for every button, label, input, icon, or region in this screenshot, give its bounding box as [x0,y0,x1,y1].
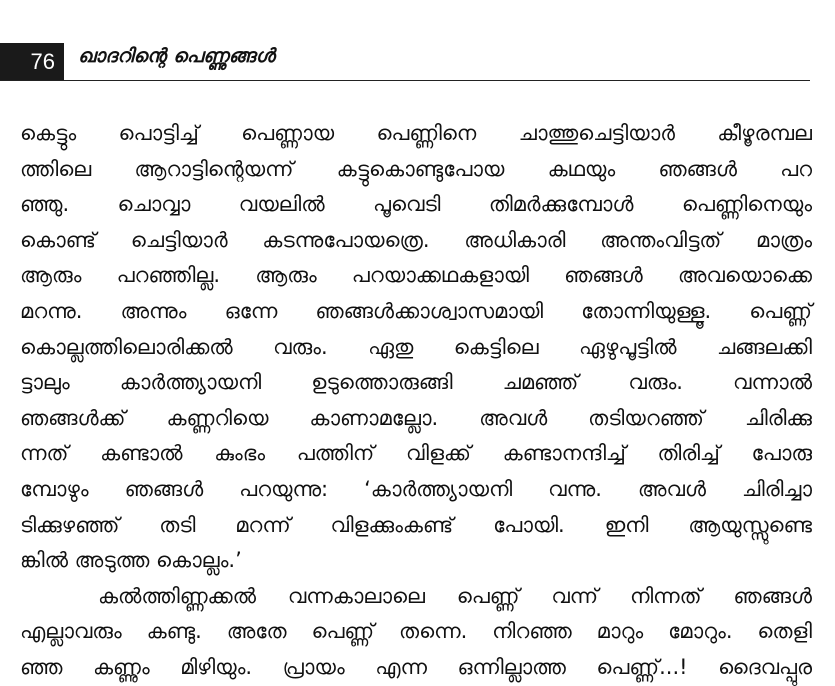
text-line: ഞങ്ങൾക്ക് കണ്ണറിയെ കാണാമല്ലോ. അവൾ തടിയറഞ്ഞ് ചിരിക്കു [20,405,812,430]
running-title: ഖാദറിന്റെ പെണ്ണുങ്ങൾ [78,45,275,67]
text-line: കെട്ടും പൊട്ടിച്ച് പെണ്ണായ പെണ്ണിനെ ചാത്തുചെട്ടിയാർ കീഴൂരമ്പല [20,121,812,145]
page-number-text: 76 [30,48,55,74]
header-rule [0,80,810,81]
text-line: കൊല്ലത്തിലൊരിക്കൽ വരും. ഏതു കെട്ടിലെ ഏഴുപൂട്ടിൽ ചങ്ങലക്കി [20,334,812,359]
text-line: കൊണ്ട് ചെട്ടിയാർ കടന്നുപോയത്രെ. അധികാരി അന്തംവിട്ടത് മാത്രം [20,227,812,252]
paragraph-2 [20,579,812,686]
text-line: ട്ടാലും കാർത്ത്യായനി ഉടുത്തൊരുങ്ങി ചമഞ്ഞ് വരും. വന്നാൽ [20,370,812,395]
text-line: കൽത്തിണ്ണക്കൽ വന്നകാലാലെ പെണ്ണ് വന്ന് നിന്നത് ഞങ്ങൾ [98,583,812,608]
text-line: മറന്നു. അന്നും ഒന്നേ ഞങ്ങൾക്കാശ്വാസമായി തോന്നിയുള്ളൂ. പെണ്ണ് [20,298,812,323]
text-line: എല്ലാവരും കണ്ടു. അതേ പെണ്ണ് തന്നെ. നിറഞ്ഞ മാറും മോറും. തെളി [20,619,812,644]
page-number [0,43,64,80]
text-line: ങ്കിൽ അടുത്ത കൊല്ലം.’ [20,548,242,573]
text-line: ആരും പറഞ്ഞില്ല. ആരും പറയാക്കഥകളായി ഞങ്ങൾ അവയൊക്കെ [20,263,812,288]
text-line: മ്പോഴും ഞങ്ങൾ പറയുന്നു: ‘കാർത്ത്യായനി വന്നു. അവൾ ചിരിച്ചാ [20,476,812,501]
text-line: ഞ്ഞ കണ്ണും മിഴിയും. പ്രായം എന്ന ഒന്നില്ലാത്ത പെണ്ണ്...! ദൈവപ്പുര [20,654,812,679]
text-line: ന്നത് കണ്ടാൽ കുംഭം പത്തിന് വിളക്ക് കണ്ടാനന്ദിച്ച് തിരിച്ച് പോരു [20,441,812,466]
body-text [20,116,812,686]
text-line: ടിക്കുഴഞ്ഞ് തടി മറന്ന് വിളക്കുംകണ്ട് പോയി. ഇനി ആയുസ്സുണ്ടെ [20,512,812,537]
paragraph-1 [20,116,812,579]
text-line: ത്തിലെ ആറാട്ടിന്റെയന്ന് കട്ടുകൊണ്ടുപോയ കഥയും ഞങ്ങൾ പറ [20,156,812,181]
text-line: ഞ്ഞു. ചൊവ്വാ വയലിൽ പൂവെടി തിമർക്കുമ്പോൾ പെണ്ണിനെയും [20,192,812,217]
